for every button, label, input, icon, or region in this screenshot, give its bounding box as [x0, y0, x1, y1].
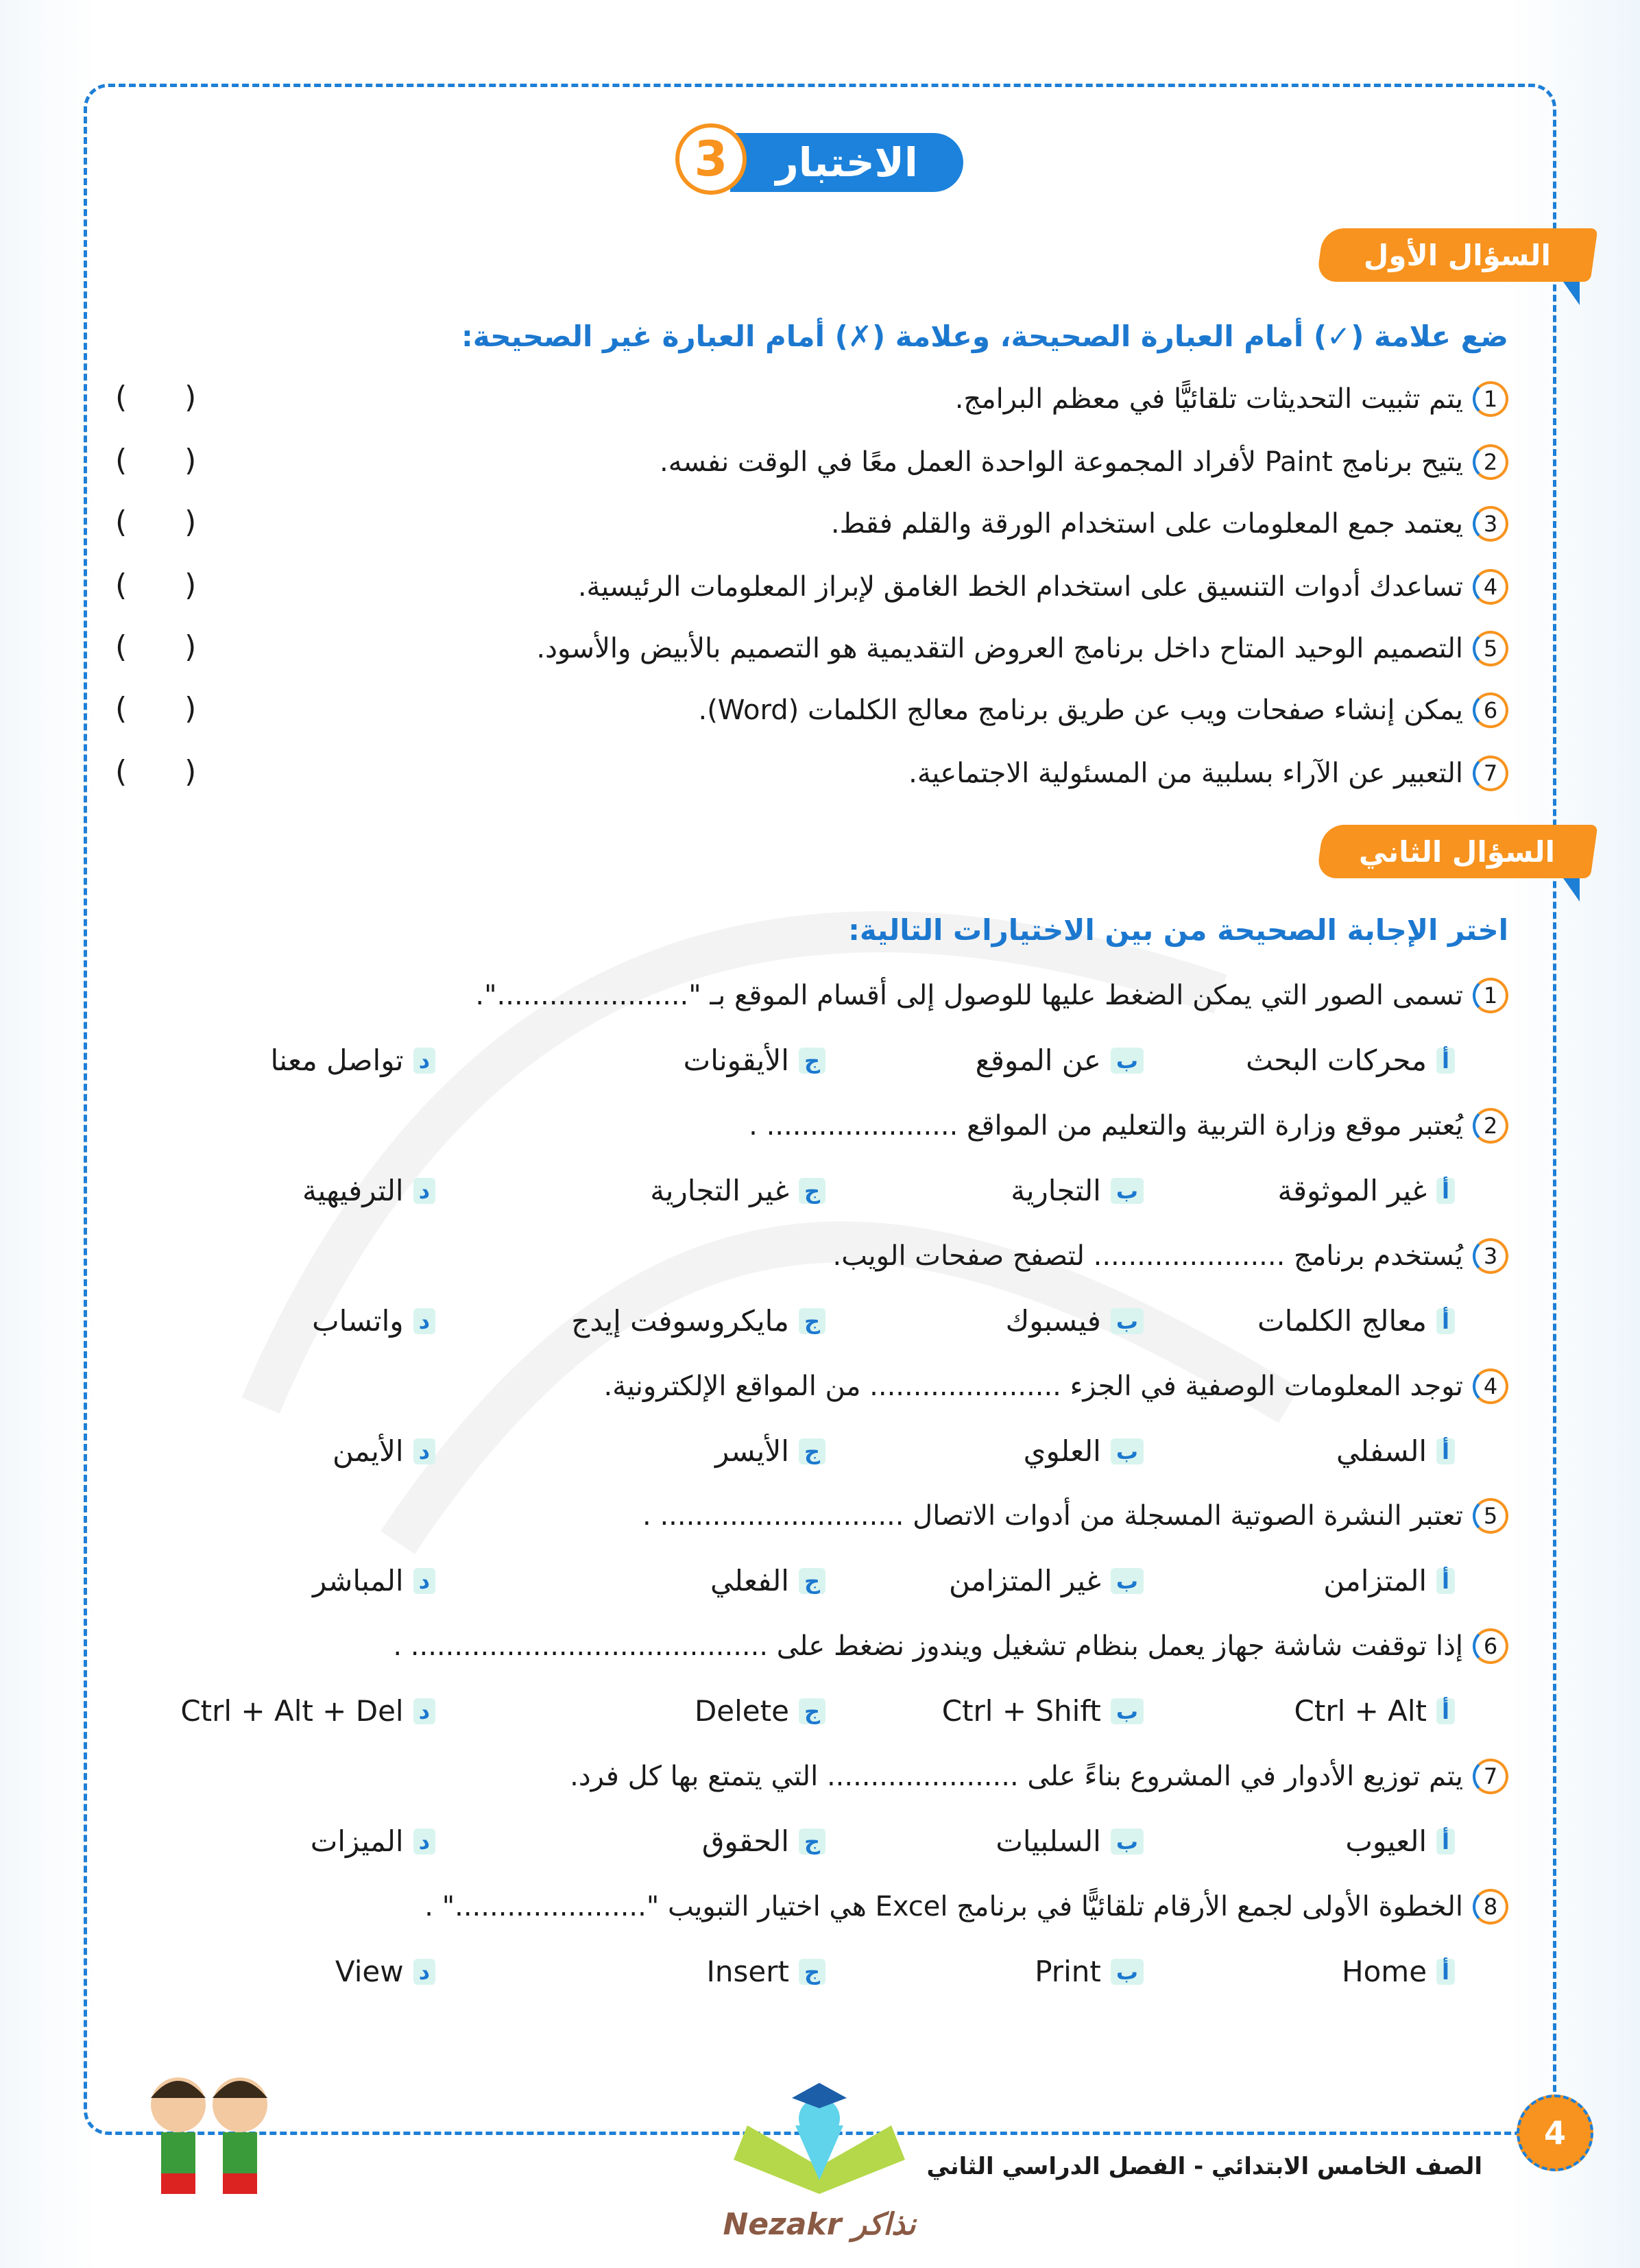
exam-number: 3 [675, 123, 747, 195]
option-letter: ب [1111, 1438, 1144, 1464]
option-1[interactable] [1294, 1694, 1455, 1728]
option-text: تواصل معنا [270, 1043, 404, 1077]
q2-header [1320, 825, 1594, 902]
item-number: 1 [1473, 978, 1508, 1013]
option-2[interactable] [1011, 1174, 1144, 1207]
option-4[interactable] [333, 1434, 435, 1468]
option-4[interactable] [312, 1304, 435, 1338]
option-letter: أ [1436, 1438, 1455, 1464]
option-1[interactable] [1246, 1043, 1455, 1077]
answer-blank[interactable]: ( ) [115, 754, 197, 789]
option-2[interactable] [976, 1043, 1144, 1077]
question-row [475, 978, 1508, 1013]
answer-blank[interactable]: ( ) [115, 505, 197, 540]
option-letter: د [413, 1438, 435, 1464]
option-letter: ج [799, 1048, 825, 1074]
option-letter: ب [1111, 1048, 1144, 1074]
option-3[interactable] [715, 1434, 825, 1468]
item-number: 6 [1473, 692, 1508, 728]
statement-text: التصميم الوحيد المتاح داخل برنامج العروض التقديمية هو التصميم بالأبيض والأسود. [536, 633, 1463, 664]
option-3[interactable] [706, 1955, 825, 1988]
logo-text: Nezakr نذاكر [723, 2207, 916, 2242]
option-text: View [335, 1955, 404, 1988]
option-3[interactable] [571, 1304, 825, 1338]
q1-header-label: السؤال الأول [1363, 238, 1551, 272]
option-letter: د [413, 1178, 435, 1204]
option-text: السلبيات [996, 1824, 1101, 1858]
option-letter: ب [1111, 1568, 1144, 1594]
option-2[interactable] [996, 1824, 1144, 1858]
exam-title: الاختبار [730, 133, 963, 192]
option-letter: أ [1436, 1048, 1455, 1074]
option-letter: د [413, 1568, 435, 1594]
q2-instruction: اختر الإجابة الصحيحة من بين الاختيارات التالية: [848, 913, 1508, 947]
option-text: العيوب [1345, 1824, 1427, 1858]
item-number: 7 [1473, 1759, 1508, 1794]
question-text: يتم توزيع الأدوار في المشروع بناءً على ...................... التي يتمتع بها كل فرد. [570, 1761, 1463, 1792]
option-1[interactable] [1345, 1824, 1455, 1858]
question-row [393, 1628, 1508, 1664]
q1-header [1320, 228, 1594, 305]
option-2[interactable] [1006, 1304, 1144, 1338]
option-letter: أ [1436, 1829, 1455, 1855]
question-row [424, 1889, 1508, 1925]
option-3[interactable] [710, 1564, 825, 1597]
statement-row [536, 631, 1508, 666]
option-4[interactable] [313, 1564, 435, 1597]
answer-blank[interactable]: ( ) [115, 629, 197, 664]
option-letter: ب [1111, 1178, 1144, 1204]
option-4[interactable] [270, 1043, 435, 1077]
statement-row [699, 692, 1509, 728]
statement-row [831, 506, 1508, 542]
statement-text: يتيح برنامج Paint لأفراد المجموعة الواحدة العمل معًا في الوقت نفسه. [660, 446, 1463, 478]
statement-row [908, 756, 1508, 791]
option-text: الترفيهية [302, 1174, 404, 1207]
q2-header-label: السؤال الثاني [1358, 834, 1556, 869]
q1-instruction: ضع علامة (✓) أمام العبارة الصحيحة، وعلامة (✗) أمام العبارة غير الصحيحة: [461, 319, 1508, 353]
option-text: الأيقونات [683, 1043, 789, 1077]
item-number: 3 [1473, 1238, 1508, 1274]
item-number: 4 [1473, 569, 1508, 605]
option-4[interactable] [302, 1174, 435, 1207]
option-text: غير المتزامن [948, 1564, 1101, 1597]
option-letter: ب [1111, 1698, 1144, 1724]
option-3[interactable] [695, 1694, 825, 1728]
option-letter: د [413, 1959, 435, 1985]
option-4[interactable] [335, 1955, 435, 1988]
statement-text: التعبير عن الآراء بسلبية من المسئولية الاجتماعية. [908, 758, 1463, 789]
option-letter: د [413, 1048, 435, 1074]
question-text: يُعتبر موقع وزارة التربية والتعليم من المواقع ...................... . [749, 1110, 1463, 1142]
option-text: Ctrl + Alt [1294, 1694, 1427, 1728]
question-row [833, 1238, 1509, 1274]
option-3[interactable] [702, 1824, 825, 1858]
question-text: يُستخدم برنامج ...................... لتصفح صفحات الويب. [832, 1240, 1463, 1272]
option-letter: ب [1111, 1959, 1144, 1985]
option-letter: ج [799, 1568, 825, 1594]
option-3[interactable] [650, 1174, 825, 1207]
option-letter: د [413, 1698, 435, 1724]
statement-text: تساعدك أدوات التنسيق على استخدام الخط الغامق لإبراز المعلومات الرئيسية. [577, 571, 1463, 603]
exam-title-badge [675, 123, 970, 200]
option-text: واتساب [312, 1304, 404, 1338]
option-1[interactable] [1277, 1174, 1455, 1207]
option-text: Delete [694, 1694, 789, 1728]
option-2[interactable] [949, 1564, 1144, 1597]
option-text: عن الموقع [975, 1043, 1101, 1077]
option-text: غير الموثوقة [1277, 1174, 1427, 1207]
item-number: 5 [1473, 1498, 1508, 1534]
item-number: 4 [1473, 1368, 1508, 1404]
question-row [570, 1759, 1508, 1794]
option-1[interactable] [1257, 1304, 1455, 1338]
option-letter: ج [799, 1308, 825, 1334]
statement-text: يعتمد جمع المعلومات على استخدام الورقة والقلم فقط. [830, 508, 1463, 540]
option-2[interactable] [942, 1694, 1144, 1728]
kids-illustration [110, 2057, 315, 2235]
item-number: 2 [1473, 444, 1508, 480]
option-1[interactable] [1342, 1955, 1455, 1988]
option-text: Insert [706, 1955, 789, 1988]
option-1[interactable] [1323, 1564, 1455, 1597]
option-text: الحقوق [701, 1824, 789, 1858]
option-letter: ج [799, 1178, 825, 1204]
option-letter: د [413, 1308, 435, 1334]
tab-tail [1563, 282, 1580, 305]
question-row [749, 1108, 1508, 1144]
option-text: Print [1035, 1955, 1101, 1988]
item-number: 3 [1473, 506, 1508, 542]
item-number: 1 [1473, 381, 1508, 417]
option-letter: ج [799, 1829, 825, 1855]
answer-blank[interactable]: ( ) [115, 380, 197, 415]
option-3[interactable] [684, 1043, 825, 1077]
option-text: العلوي [1023, 1434, 1101, 1468]
option-2[interactable] [1024, 1434, 1144, 1468]
option-text: المباشر [312, 1564, 404, 1597]
question-text: إذا توقفت شاشة جهاز يعمل بنظام تشغيل ويندوز نضغط على ......................................... . [393, 1630, 1463, 1662]
option-text: Ctrl + Alt + Del [180, 1694, 404, 1728]
option-letter: ج [799, 1959, 825, 1985]
footer-grade-term: الصف الخامس الابتدائي - الفصل الدراسي الثاني [926, 2153, 1482, 2180]
option-text: المتزامن [1323, 1564, 1427, 1597]
option-text: الميزات [310, 1824, 404, 1858]
nezakr-logo [720, 2077, 919, 2249]
item-number: 2 [1473, 1108, 1508, 1144]
tab-tail [1563, 878, 1580, 902]
answer-blank[interactable]: ( ) [115, 443, 197, 478]
option-text: الأيسر [714, 1434, 789, 1468]
option-text: Home [1342, 1955, 1427, 1988]
option-text: السفلي [1336, 1434, 1427, 1468]
option-letter: أ [1436, 1568, 1455, 1594]
item-number: 6 [1473, 1628, 1508, 1664]
question-text: توجد المعلومات الوصفية في الجزء ...................... من المواقع الإلكترونية. [603, 1371, 1463, 1402]
item-number: 5 [1473, 631, 1508, 666]
answer-blank[interactable]: ( ) [115, 691, 197, 726]
option-text: التجارية [1011, 1174, 1101, 1207]
option-letter: ب [1111, 1829, 1144, 1855]
option-text: فيسبوك [1005, 1304, 1101, 1338]
option-2[interactable] [1035, 1955, 1144, 1988]
option-text: محركات البحث [1246, 1043, 1427, 1077]
option-text: الفعلي [710, 1564, 789, 1597]
option-letter: ج [799, 1438, 825, 1464]
option-letter: ج [799, 1698, 825, 1724]
question-row [603, 1368, 1508, 1404]
statement-row [660, 444, 1508, 480]
option-text: معالج الكلمات [1257, 1304, 1427, 1338]
statement-row [578, 569, 1508, 605]
option-letter: د [413, 1829, 435, 1855]
statement-text: يتم تثبيت التحديثات تلقائيًّا في معظم البرامج. [954, 383, 1463, 415]
option-letter: أ [1436, 1308, 1455, 1334]
option-1[interactable] [1336, 1434, 1455, 1468]
item-number: 7 [1473, 756, 1508, 791]
page-number: 4 [1517, 2095, 1593, 2171]
question-text: الخطوة الأولى لجمع الأرقام تلقائيًّا في برنامج Excel هي اختيار التبويب "......................" . [424, 1891, 1463, 1922]
statement-text: يمكن إنشاء صفحات ويب عن طريق برنامج معالج الكلمات (Word). [698, 695, 1463, 726]
option-letter: أ [1436, 1959, 1455, 1985]
option-letter: أ [1436, 1178, 1455, 1204]
option-text: مايكروسوفت إيدج [571, 1304, 789, 1338]
option-4[interactable] [311, 1824, 435, 1858]
item-number: 8 [1473, 1889, 1508, 1925]
question-text: تسمى الصور التي يمكن الضغط عليها للوصول إلى أقسام الموقع بـ "......................". [475, 980, 1463, 1011]
option-text: غير التجارية [650, 1174, 789, 1207]
question-text: تعتبر النشرة الصوتية المسجلة من أدوات الاتصال ............................ . [642, 1500, 1463, 1532]
option-text: الأيمن [333, 1434, 404, 1468]
option-4[interactable] [180, 1694, 435, 1728]
statement-row [955, 381, 1508, 417]
option-text: Ctrl + Shift [941, 1694, 1101, 1728]
question-row [642, 1498, 1508, 1534]
option-letter: أ [1436, 1698, 1455, 1724]
option-letter: ب [1111, 1308, 1144, 1334]
answer-blank[interactable]: ( ) [115, 568, 197, 603]
